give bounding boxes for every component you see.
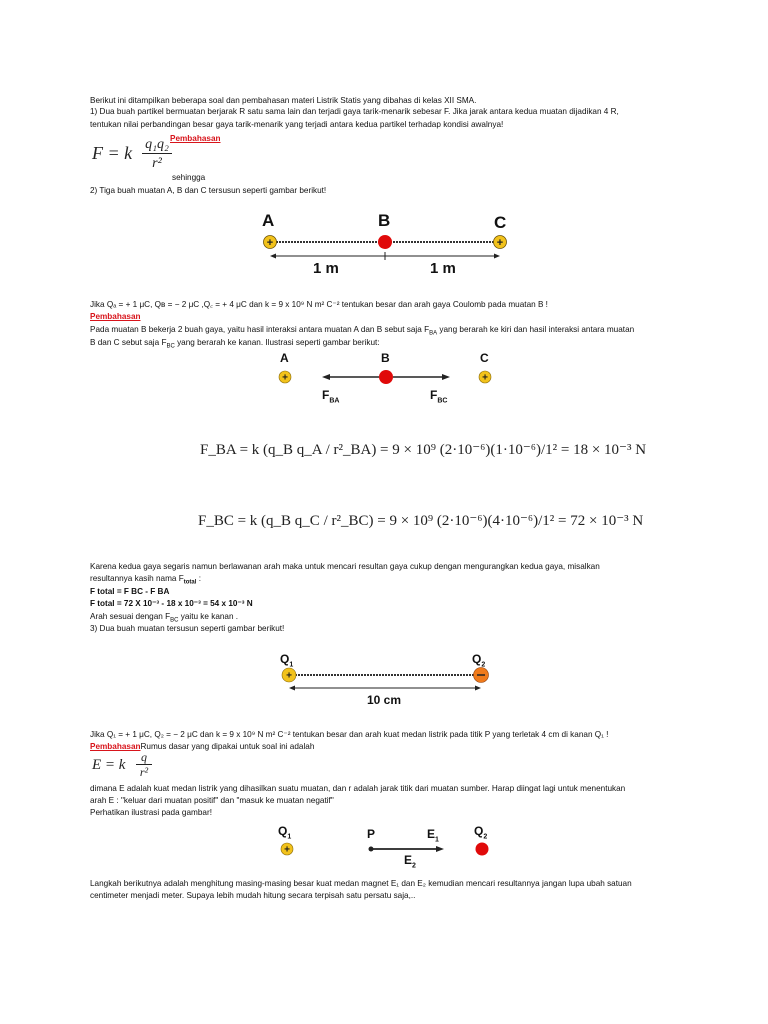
label-b: B (378, 211, 391, 230)
svg-text:+: + (286, 670, 292, 682)
fig2-label-c: C (480, 351, 489, 365)
field-formula-lhs: E = k (92, 757, 126, 773)
q2-pembahasan-link[interactable]: Pembahasan (90, 312, 141, 321)
fig4-label-q1: $Q_1$ (278, 824, 292, 841)
q3-given: Jika Q₁ = + 1 μC, Q₂ = − 2 μC dan k = 9 x 10⁹ N m² C⁻² tentukan besar dan arah kuat medan listrik pada titik P yang terletak 4 cm di kanan Q₁ ! (90, 730, 609, 739)
field-formula-num: q (136, 751, 152, 765)
q2-result2: resultannya kasih nama $F_{total}$ : (90, 574, 201, 586)
svg-text:+: + (284, 844, 290, 856)
q1-line1: 1) Dua buah partikel bermuatan berjarak R satu sama lain dan terjadi gaya tarik-menarik sebesar F. Jika jarak antara kedua muatan dijadikan 4 R, (90, 107, 619, 116)
sehingga-text: sehingga (172, 173, 206, 182)
label-dist1: 1 m (313, 260, 339, 277)
label-dist2: 1 m (430, 260, 456, 277)
q3-langkah2: centimeter menjadi meter. Supaya lebih mudah hitung secara terpisah satu persatu saja,.. (90, 891, 416, 900)
q3-perhatikan: Perhatikan ilustrasi pada gambar! (90, 808, 212, 817)
q2-result1: Karena kedua gaya segaris namun berlawanan arah maka untuk mencari resultan gaya cukup dengan mengurangkan kedua gaya, misalkan (90, 562, 600, 571)
svg-text:+: + (496, 237, 504, 249)
ftotal-line2: F total = 72 X 10⁻³ - 18 x 10⁻³ = 54 x 10⁻³ N (90, 599, 253, 608)
fig2-label-fbc: $F_{BC}$ (430, 388, 448, 405)
q3-title: 3) Dua buah muatan tersusun seperti gambar berikut! (90, 624, 285, 633)
fig2-label-b: B (381, 351, 390, 365)
ftotal-line1: F total = F BC - F BA (90, 587, 170, 596)
fig3-label-dist: 10 cm (367, 693, 402, 707)
fig2-label-a: A (280, 351, 289, 365)
fig3-label-q1: $Q_1$ (280, 652, 294, 669)
fig4-label-e2: $E_2$ (404, 853, 416, 870)
svg-text:+: + (282, 372, 288, 384)
fig4-charge-q2 (476, 843, 489, 856)
fig4-label-e1: $E_1$ (427, 827, 439, 844)
formula-denominator: r² (152, 156, 162, 171)
q3-dimana1: dimana E adalah kuat medan listrik yang dihasilkan suatu muatan, dan r adalah jarak titik dari muatan sumber. Harap diingat lagi untuk menentukan (90, 784, 626, 793)
fig2-charge-b (379, 370, 393, 384)
charge-b-negative (378, 235, 392, 249)
q1-line2: tentukan nilai perbandingan besar gaya tarik-menarik yang terjadi antara kedua partikel terhadap kondisi awalnya! (90, 120, 504, 129)
label-c: C (494, 213, 507, 232)
q2-title: 2) Tiga buah muatan A, B dan C tersusun seperti gambar berikut! (90, 186, 327, 195)
svg-text:+: + (482, 372, 488, 384)
q2-given: Jika Qₐ = + 1 μC, Qʙ = − 2 μC ,Q꜀ = + 4 μC dan k = 9 x 10⁹ N m² C⁻² tentukan besar dan arah gaya Coulomb pada muatan B ! (90, 300, 548, 309)
label-a: A (262, 211, 275, 230)
q1-pembahasan-link[interactable]: Pembahasan (170, 134, 221, 143)
svg-text:+: + (266, 237, 274, 249)
q2-exp1: Pada muatan B bekerja 2 buah gaya, yaitu hasil interaksi antara muatan A dan B sebut saja $F_{BA}$ yang berarah ke kiri dan hasil interaksi antara muatan (90, 325, 635, 337)
formula-numerator: q₁q₂ (142, 137, 172, 154)
q3-pembahasan-link[interactable]: Pembahasan (90, 742, 141, 751)
field-formula-den: r² (139, 765, 149, 779)
q3-pembahasan-line: PembahasanRumus dasar yang dipakai untuk soal ini adalah (90, 742, 315, 751)
formula-lhs: F = k (92, 143, 133, 163)
arah-line: Arah sesuai dengan $F_{BC}$ yaitu ke kanan . (90, 612, 239, 624)
q2-exp2: B dan C sebut saja $F_{BC}$ yang berarah ke kanan. Ilustrasi seperti gambar berikut: (90, 338, 380, 350)
equation-fba: F_BA = k (q_B q_A / r²_BA) = 9 × 10⁹ (2·10⁻⁶)(1·10⁻⁶)/1² = 18 × 10⁻³ N (200, 442, 647, 458)
equation-fbc: F_BC = k (q_B q_C / r²_BC) = 9 × 10⁹ (2·10⁻⁶)(4·10⁻⁶)/1² = 72 × 10⁻³ N (198, 513, 644, 529)
fig3-label-q2: $Q_2$ (472, 652, 486, 669)
intro-text: Berikut ini ditampilkan beberapa soal dan pembahasan materi Listrik Statis yang dibahas di kelas XII SMA. (90, 96, 477, 105)
fig4-label-q2: $Q_2$ (474, 824, 488, 841)
q3-dimana2: arah E : "keluar dari muatan positif" dan "masuk ke muatan negatif" (90, 796, 334, 805)
fig4-label-p: P (367, 827, 376, 841)
fig2-label-fba: $F_{BA}$ (322, 388, 340, 405)
q3-langkah1: Langkah berikutnya adalah menghitung masing-masing besar kuat medan magnet E₁ dan E₂ kemudian mencari resultannya jangan lupa ubah satuan (90, 879, 632, 888)
